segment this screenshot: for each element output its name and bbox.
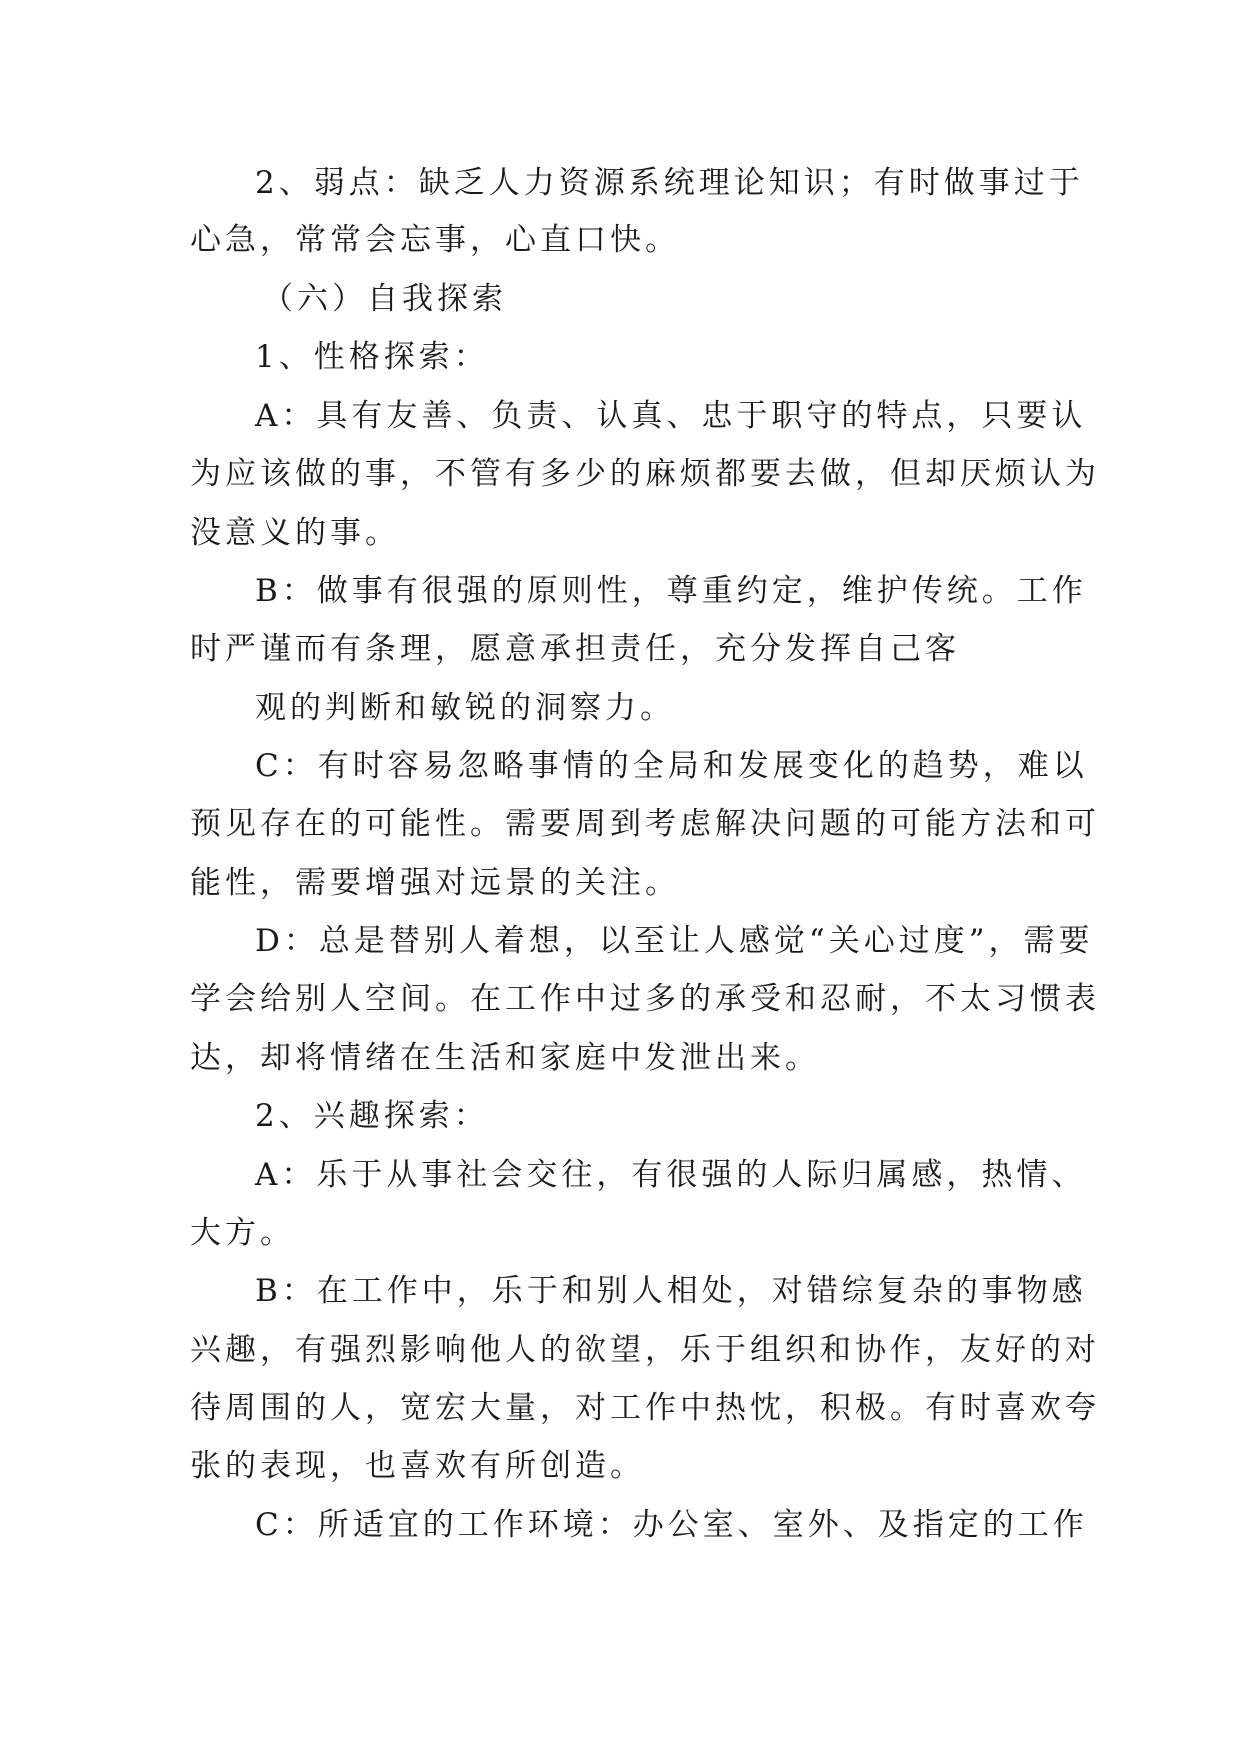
text-line: C：有时容易忽略事情的全局和发展变化的趋势，难以	[255, 748, 1088, 784]
text-line: 预见存在的可能性。需要周到考虑解决问题的可能方法和可	[190, 806, 1100, 842]
text-line: 时严谨而有条理，愿意承担责任，充分发挥自己客	[190, 631, 960, 667]
text-line: A：具有友善、负责、认真、忠于职守的特点，只要认	[255, 398, 1087, 434]
text-line: 没意义的事。	[190, 515, 400, 551]
text-line: 2、弱点：缺乏人力资源系统理论知识；有时做事过于	[255, 165, 1084, 201]
text-line: 待周围的人，宽宏大量，对工作中热忱，积极。有时喜欢夸	[190, 1390, 1100, 1426]
text-line: 学会给别人空间。在工作中过多的承受和忍耐，不太习惯表	[190, 981, 1100, 1017]
section-heading: （六）自我探索	[262, 281, 507, 317]
text-line: B：做事有很强的原则性，尊重约定，维护传统。工作	[255, 573, 1087, 609]
text-line: 心急，常常会忘事，心直口快。	[190, 222, 680, 258]
text-line: 兴趣，有强烈影响他人的欲望，乐于组织和协作，友好的对	[190, 1332, 1100, 1368]
text-line: A：乐于从事社会交往，有很强的人际归属感，热情、	[255, 1157, 1087, 1193]
text-line: 张的表现，也喜欢有所创造。	[190, 1448, 645, 1484]
text-line: 大方。	[190, 1215, 295, 1251]
text-line: 达，却将情绪在生活和家庭中发泄出来。	[190, 1040, 820, 1076]
text-line: B：在工作中，乐于和别人相处，对错综复杂的事物感	[255, 1273, 1087, 1309]
text-line: 为应该做的事，不管有多少的麻烦都要去做，但却厌烦认为	[190, 456, 1100, 492]
subsection-heading: 1、性格探索：	[255, 339, 489, 375]
subsection-heading: 2、兴趣探索：	[255, 1098, 489, 1134]
text-line: 能性，需要增强对远景的关注。	[190, 865, 680, 901]
text-line: 观的判断和敏锐的洞察力。	[255, 690, 675, 726]
text-line: C：所适宜的工作环境：办公室、室外、及指定的工作	[255, 1507, 1088, 1543]
text-line: D：总是替别人着想，以至让人感觉“关心过度”，需要	[255, 923, 1094, 959]
